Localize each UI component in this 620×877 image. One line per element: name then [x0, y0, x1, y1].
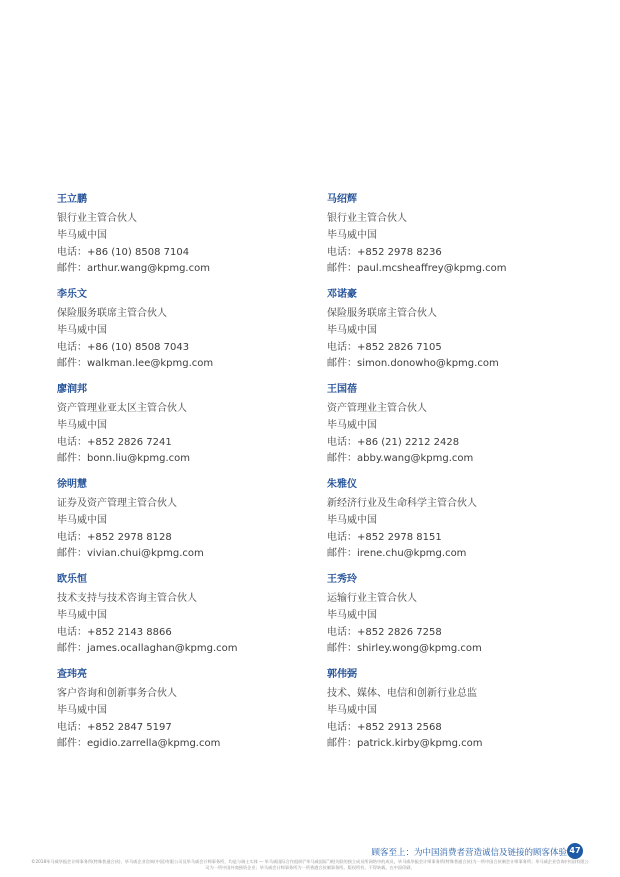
- contact-name: 王立鹏: [57, 194, 87, 205]
- contact-company: 毕马威中国: [57, 704, 107, 716]
- page-number-badge: 47: [567, 843, 583, 859]
- contact-company: 毕马威中国: [327, 324, 377, 336]
- left-contact-column: [57, 194, 327, 764]
- contact-card: [57, 194, 327, 289]
- contact-email[interactable]: 邮件：egidio.zarrella@kpmg.com: [57, 738, 221, 750]
- contact-title: 技术支持与技术咨询主管合伙人: [57, 593, 197, 604]
- contact-title: 保险服务联席主管合伙人: [57, 308, 167, 319]
- legal-disclaimer: ©2018毕马威华振会计师事务所(特殊普通合伙)、毕马威企业咨询(中国)有限公司及毕马威会计师事务所，均是与瑞士实体 — 毕马威国际合作组织(“毕马威国际”)相关联的独立成员所网络中的成员。毕马威华振会计师事务所(特殊普通合伙)为一所中国合伙制会计师事务所；毕马威企业咨询(中国)有限公司为一所中国外商独资企业；毕马威会计师事务所为一所香港合伙制事务所。版权所有，不得转载。在中国印刷。: [31, 859, 589, 870]
- contact-phone: 电话：+852 2847 5197: [57, 721, 172, 733]
- contact-company: 毕马威中国: [327, 514, 377, 526]
- contact-phone: 电话：+852 2826 7241: [57, 436, 172, 448]
- contact-name: 马绍辉: [327, 194, 357, 205]
- contact-name: 王秀玲: [327, 574, 357, 585]
- contact-title: 证券及资产管理主管合伙人: [57, 498, 177, 509]
- contact-name: 徐明慧: [57, 479, 87, 490]
- contact-email[interactable]: 邮件：arthur.wang@kpmg.com: [57, 263, 210, 275]
- contact-card: [57, 384, 327, 479]
- contact-company: 毕马威中国: [327, 419, 377, 431]
- contact-email[interactable]: 邮件：vivian.chui@kpmg.com: [57, 548, 204, 560]
- contact-phone: 电话：+852 2913 2568: [327, 721, 442, 733]
- contact-name: 廖润邦: [57, 384, 87, 395]
- contact-card: [327, 669, 597, 764]
- contact-email[interactable]: 邮件：patrick.kirby@kpmg.com: [327, 738, 483, 750]
- contact-phone: 电话：+86 (10) 8508 7043: [57, 341, 190, 353]
- contact-email[interactable]: 邮件：abby.wang@kpmg.com: [327, 453, 474, 465]
- contact-card: [327, 384, 597, 479]
- contact-card: [57, 574, 327, 669]
- contact-email[interactable]: 邮件：paul.mcsheaffrey@kpmg.com: [327, 263, 507, 275]
- contact-title: 客户咨询和创新事务合伙人: [57, 688, 177, 699]
- contact-company: 毕马威中国: [327, 704, 377, 716]
- contact-title: 银行业主管合伙人: [57, 213, 137, 224]
- contact-company: 毕马威中国: [327, 229, 377, 241]
- contact-company: 毕马威中国: [57, 609, 107, 621]
- contact-email[interactable]: 邮件：bonn.liu@kpmg.com: [57, 453, 190, 465]
- contact-card: [327, 194, 597, 289]
- contact-company: 毕马威中国: [57, 324, 107, 336]
- contact-title: 技术、媒体、电信和创新行业总监: [327, 688, 477, 699]
- footer-report-title: 顾客至上：为中国消费者营造诚信及链接的顾客体验: [371, 848, 567, 858]
- contact-phone: 电话：+852 2826 7105: [327, 341, 442, 353]
- contact-name: 邓诺豪: [327, 289, 357, 300]
- contact-card: [327, 574, 597, 669]
- contact-name: 朱雅仪: [327, 479, 357, 490]
- contact-email[interactable]: 邮件：james.ocallaghan@kpmg.com: [57, 643, 238, 655]
- contact-email[interactable]: 邮件：shirley.wong@kpmg.com: [327, 643, 482, 655]
- contact-phone: 电话：+852 2826 7258: [327, 626, 442, 638]
- contact-company: 毕马威中国: [57, 229, 107, 241]
- contact-title: 运输行业主管合伙人: [327, 593, 417, 604]
- contact-email[interactable]: 邮件：irene.chu@kpmg.com: [327, 548, 467, 560]
- contact-phone: 电话：+852 2978 8151: [327, 531, 442, 543]
- right-contact-column: [327, 194, 597, 764]
- contact-phone: 电话：+86 (21) 2212 2428: [327, 436, 460, 448]
- contact-name: 查玮亮: [57, 669, 87, 680]
- contact-company: 毕马威中国: [57, 419, 107, 431]
- contact-card: [327, 289, 597, 384]
- contact-card: [57, 479, 327, 574]
- contact-name: 王国蓓: [327, 384, 357, 395]
- contact-title: 资产管理业亚太区主管合伙人: [57, 403, 187, 414]
- contact-phone: 电话：+852 2978 8128: [57, 531, 172, 543]
- contact-phone: 电话：+852 2978 8236: [327, 246, 442, 258]
- contact-phone: 电话：+86 (10) 8508 7104: [57, 246, 190, 258]
- contact-title: 银行业主管合伙人: [327, 213, 407, 224]
- contact-email[interactable]: 邮件：simon.donowho@kpmg.com: [327, 358, 499, 370]
- contact-name: 郭伟弼: [327, 669, 357, 680]
- contact-card: [327, 479, 597, 574]
- contact-title: 保险服务联席主管合伙人: [327, 308, 437, 319]
- contact-email[interactable]: 邮件：walkman.lee@kpmg.com: [57, 358, 214, 370]
- contact-card: [57, 669, 327, 764]
- contact-title: 新经济行业及生命科学主管合伙人: [327, 498, 477, 509]
- contact-name: 李乐文: [57, 289, 87, 300]
- contact-card: [57, 289, 327, 384]
- contact-title: 资产管理业主管合伙人: [327, 403, 427, 414]
- contact-name: 欧乐恒: [57, 574, 87, 585]
- contact-company: 毕马威中国: [327, 609, 377, 621]
- contact-company: 毕马威中国: [57, 514, 107, 526]
- contact-phone: 电话：+852 2143 8866: [57, 626, 172, 638]
